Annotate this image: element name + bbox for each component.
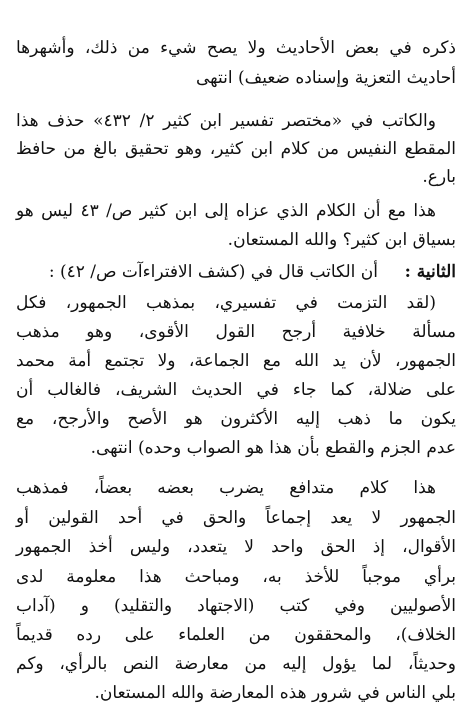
text-line: ذكره في بعض الأحاديث ولا يصح شيء من ذلك، وأشهرها [16, 38, 456, 58]
text-line: الأقوال، إذ الحق واحد لا يتعدد، وليس أخذ الجمهور [16, 537, 456, 557]
text-line: هذا كلام متدافع يضرب بعضه بعضاً، فمذهب [16, 478, 436, 498]
section-label: الثانية : [404, 262, 456, 282]
text-line: الجمهور لا يعد إجماعاً والحق في أحد القولين أو [16, 508, 456, 528]
text-line: الأصوليين وفي كتب (الاجتهاد والتقليد) و (آداب [16, 596, 456, 616]
text-line: (لقد التزمت في تفسيري، بمذهب الجمهور، فكل [16, 293, 436, 313]
text-line: المقطع النفيس من كلام ابن كثير، وهو تحقيق بالغ من حافظ [16, 139, 456, 159]
text-line: برأي موجباً للأخذ به، ومباحث هذا معلومة لدى [16, 567, 456, 587]
text-line: وحديثاً، لما يؤول إليه من معارضة النص بالرأي، وكم [16, 654, 456, 674]
text-line: هذا مع أن الكلام الذي عزاه إلى ابن كثير ص/ ٤٣ ليس هو [16, 201, 436, 221]
text-line: مسألة خلافية أرجح القول الأقوى، وهو مذهب [16, 322, 456, 342]
text-line: والكاتب في «مختصر تفسير ابن كثير ٢/ ٤٣٢» حذف هذا [16, 111, 436, 131]
text-line: أن الكاتب قال في (كشف الافتراءآت ص/ ٤٢) : [48, 262, 378, 282]
text-line: على ضلالة، كما جاء في الحديث الشريف، فالغالب أن [16, 380, 456, 400]
text-line: بسياق ابن كثير؟ والله المستعان. [227, 230, 456, 250]
text-line: بلي الناس في شرور هذه المعارضة والله المستعان. [94, 683, 456, 703]
text-line: أحاديث التعزية وإسناده ضعيف) انتهى [195, 68, 456, 88]
text-line: بارع. [422, 167, 456, 187]
text-line: الخلاف)، والمحققون من العلماء على رده قديماً [16, 625, 456, 645]
text-line: يكون ما ذهب إليه الأكثرون هو الأصح والأرجح، مع [16, 409, 456, 429]
text-line: الجمهور، لأن يد الله مع الجماعة، ولا تجتمع أمة محمد [16, 351, 456, 371]
text-line: عدم الجزم والقطع بأن هذا هو الصواب وحده) انتهى. [90, 438, 456, 458]
